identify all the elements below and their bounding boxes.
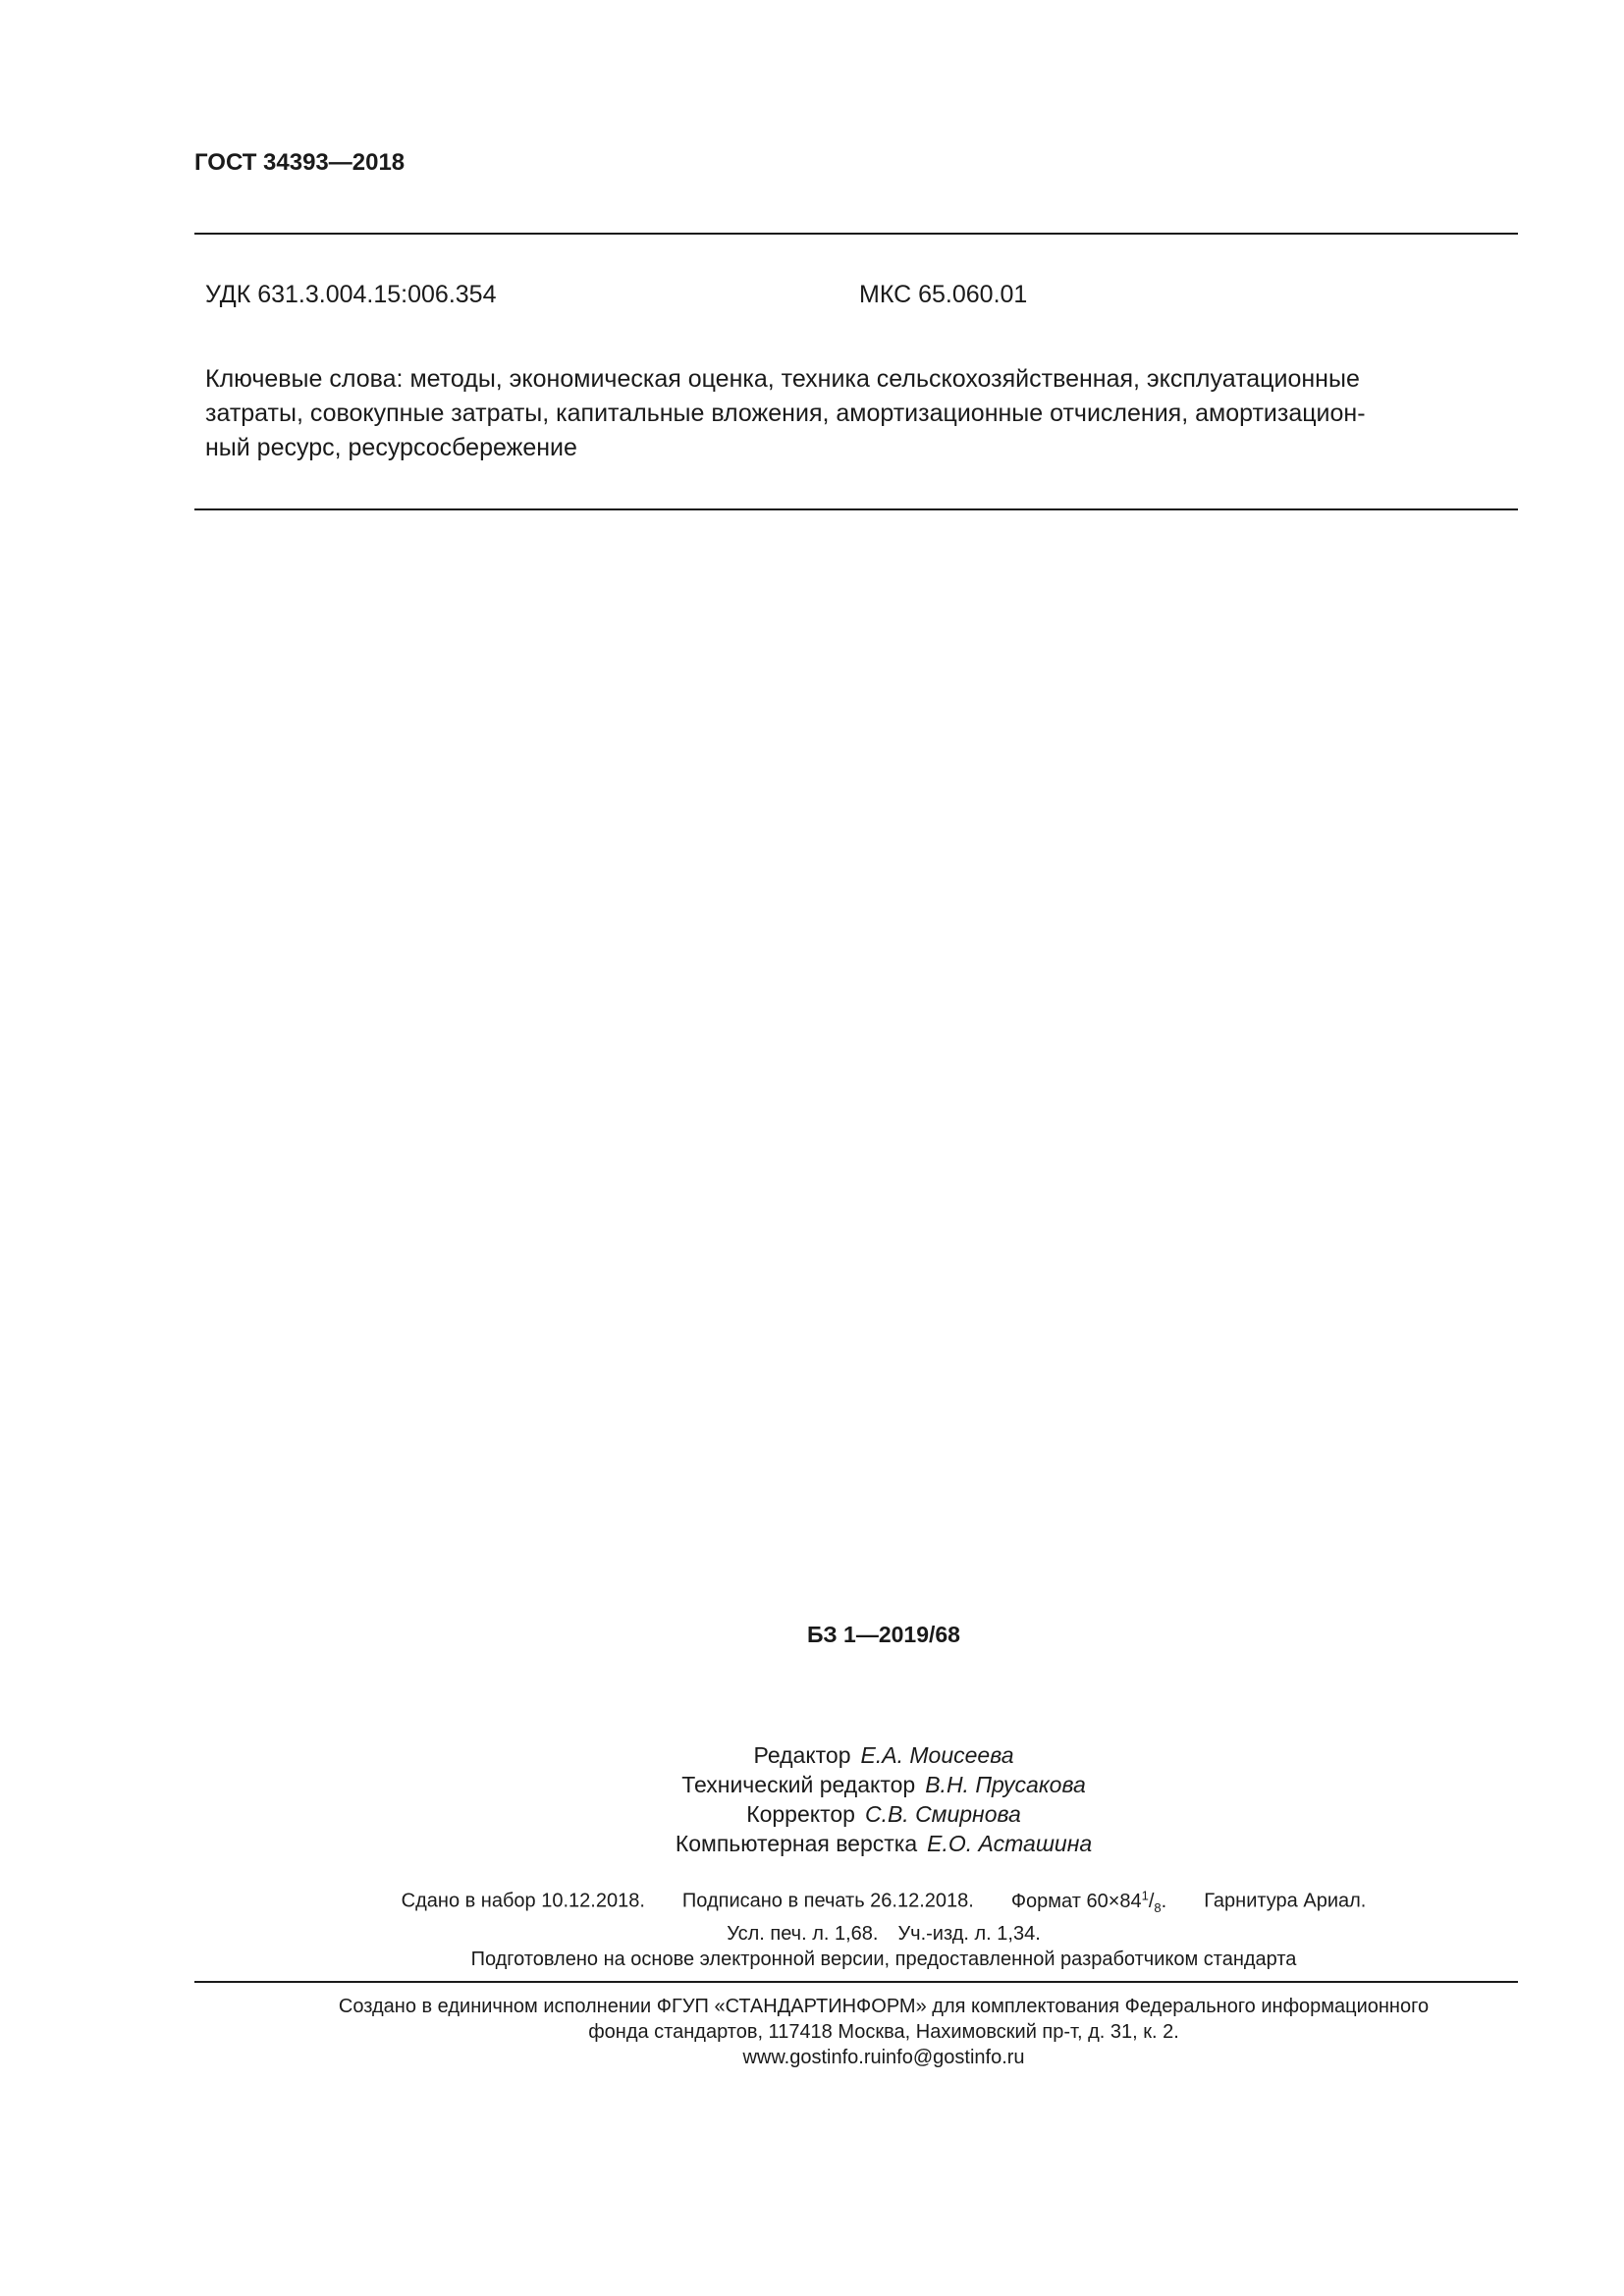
keywords-divider [194,508,1518,510]
imprint-typeface: Гарнитура Ариал. [1204,1890,1367,1912]
imprint-prepared: Подготовлено на основе электронной версии, предоставленной разработчиком стандарта [470,1948,1297,1970]
mks-code: МКС 65.060.01 [859,281,1028,308]
top-divider [194,233,1518,235]
keywords-line: Ключевые слова: методы, экономическая оценка, техника сельскохозяйственная, эксплуатационные [205,365,1360,393]
imprint-sent: Сдано в набор 10.12.2018. [401,1890,645,1912]
imprint-line [0,1921,1624,1947]
credit-row [0,1799,1624,1829]
imprint-signed: Подписано в печать 26.12.2018. [681,1890,974,1912]
standard-number: ГОСТ 34393—2018 [194,149,406,176]
credit-role: Технический редактор [681,1772,916,1797]
bz-number: БЗ 1—2019/68 [807,1622,960,1647]
footer-contacts [0,2045,1624,2070]
credit-name: Е.О. Асташина [927,1831,1093,1856]
publisher-footer [0,1994,1624,2070]
email-link[interactable]: info@gostinfo.ru [881,2047,1025,2068]
credit-row [0,1740,1624,1770]
credit-role: Редактор [753,1742,851,1768]
keywords-line: ный ресурс, ресурсосбережение [205,434,577,461]
keywords-block [205,362,1511,465]
credit-row [0,1829,1624,1858]
imprint-usl: Усл. печ. л. 1,68. [727,1922,879,1945]
imprint-block [0,1883,1624,1972]
credit-role: Корректор [746,1801,855,1827]
footer-line: Создано в единичном исполнении ФГУП «СТАНДАРТИНФОРМ» для комплектования Федерального информационного [338,1996,1430,2017]
website-link[interactable]: www.gostinfo.ru [742,2047,882,2068]
credit-role: Компьютерная верстка [675,1831,918,1856]
imprint-divider [194,1981,1518,1983]
footer-line: фонда стандартов, 117418 Москва, Нахимовский пр-т, д. 31, к. 2. [588,2021,1179,2043]
imprint-uch: Уч.-изд. л. 1,34. [897,1922,1041,1945]
credit-name: С.В. Смирнова [864,1801,1021,1827]
imprint-line [0,1883,1624,1921]
keywords-line: затраты, совокупные затраты, капитальные вложения, амортизационные отчисления, амортизацион- [205,400,1366,427]
credit-row [0,1770,1624,1799]
credit-name: Е.А. Моисеева [860,1742,1014,1768]
credit-name: В.Н. Прусакова [925,1772,1086,1797]
imprint-format: Формат $60\times 84^1/_8$. [1010,1888,1167,1915]
credits-block [0,1740,1624,1858]
udk-code: УДК 631.3.004.15:006.354 [205,281,497,308]
